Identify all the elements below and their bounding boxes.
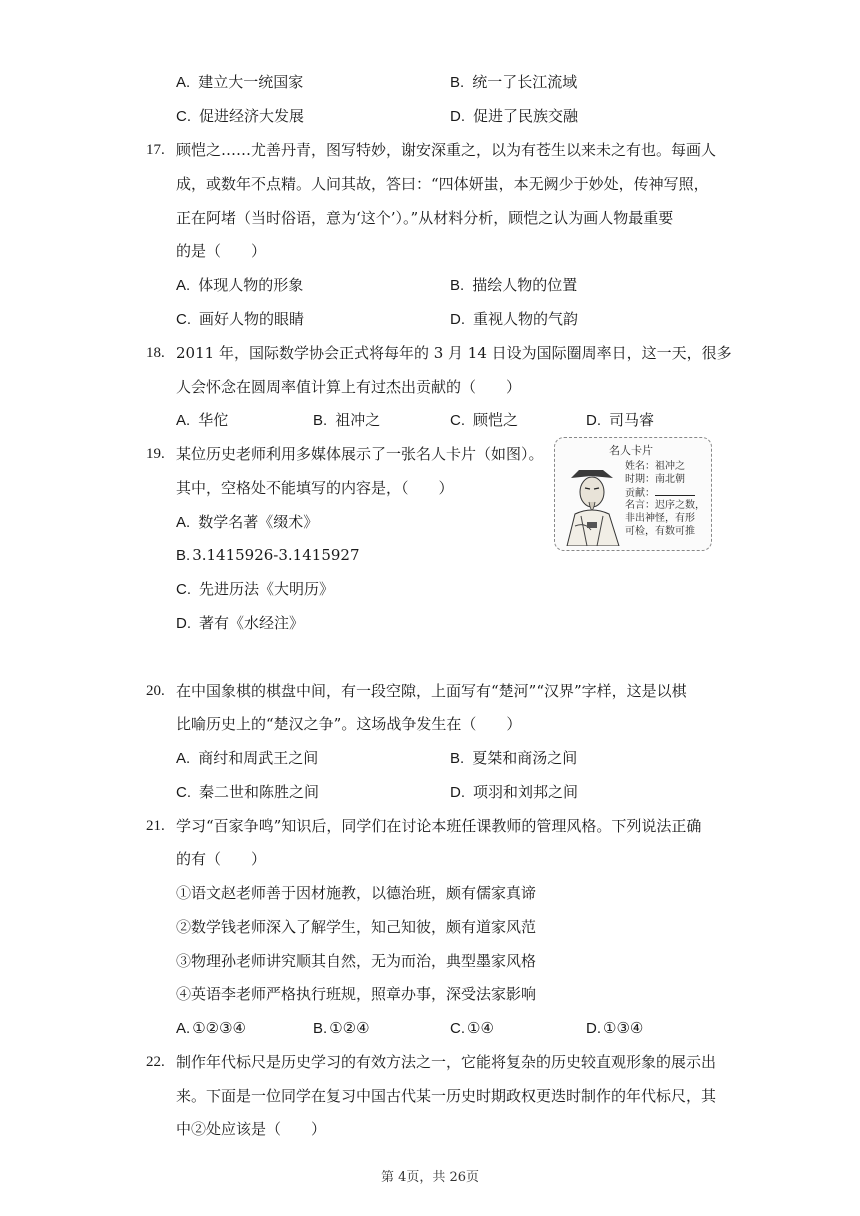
q17-stem-line: 成，或数年不点精。人问其故，答曰：“四体妍蚩，本无阙少于妙处，传神写照， — [176, 175, 709, 193]
option-text: 著有《水经注》 — [199, 614, 305, 632]
q21-statement: ③物理孙老师讲究顺其自然，无为而治，典型墨家风格 — [176, 952, 537, 970]
option-text: 3.1415926-3.1415927 — [192, 546, 360, 564]
card-quote-line: 名言：迟序之数， — [625, 500, 705, 511]
q17-stem-line: 顾恺之……尤善丹青，图写特妙，谢安深重之，以为有苍生以来未之有也。每画人 — [176, 141, 717, 159]
q20-number: 20. — [146, 683, 165, 699]
option-key: A. — [176, 514, 191, 531]
q17-option-c — [176, 309, 304, 330]
option-key: A. — [176, 74, 191, 91]
q22-number: 22. — [146, 1054, 165, 1070]
q16-option-a — [176, 72, 303, 93]
q21-stem-line: 学习“百家争鸣”知识后，同学们在讨论本班任课教师的管理风格。下列说法正确 — [176, 817, 702, 835]
card-quote-line: 非出神怪，有形 — [625, 513, 695, 524]
q18-stem-line: 2011 年，国际数学协会正式将每年的 3 月 14 日设为国际圈周率日，这一天，很多 — [176, 344, 732, 362]
q20-option-c — [176, 782, 319, 803]
q16-option-b — [450, 72, 577, 93]
q20-stem-line: 在中国象棋的棋盘中间，有一段空隙，上面写有“楚河”“汉界”字样，这是以棋 — [176, 682, 687, 700]
q18-option-a — [176, 410, 228, 431]
option-text: ①③④ — [603, 1019, 644, 1037]
q21-statement: ④英语李老师严格执行班规，照章办事，深受法家影响 — [176, 985, 537, 1003]
option-key: D. — [450, 108, 465, 125]
card-name: 姓名：祖冲之 — [625, 461, 685, 472]
option-key: A. — [176, 1020, 191, 1037]
option-text: ①②④ — [329, 1019, 370, 1037]
option-text: 画好人物的眼睛 — [199, 310, 305, 328]
option-text: 商纣和周武王之间 — [198, 749, 319, 767]
q18-option-b — [313, 410, 380, 431]
card-quote-line: 可检，有数可推 — [625, 526, 695, 537]
q21-stem-line: 的有（ ） — [176, 850, 267, 868]
option-key: D. — [586, 1020, 601, 1037]
option-key: A. — [176, 277, 191, 294]
card-contribution-label: 贡献： — [625, 488, 655, 499]
option-text: 司马睿 — [609, 411, 655, 429]
option-text: 祖冲之 — [335, 411, 381, 429]
card-period: 时期：南北朝 — [625, 474, 685, 485]
q20-stem-line: 比喻历史上的“楚汉之争”。这场战争发生在（ ） — [176, 715, 522, 733]
option-key: A. — [176, 750, 191, 767]
q21-option-d — [586, 1018, 643, 1039]
option-text: 项羽和刘邦之间 — [473, 783, 579, 801]
option-key: D. — [586, 412, 601, 429]
option-text: 数学名著《缀术》 — [198, 513, 319, 531]
q21-option-b — [313, 1018, 370, 1039]
portrait-illustration — [561, 456, 623, 546]
page-footer: 第 4页，共 26页 — [380, 1170, 480, 1185]
option-text: 促进经济大发展 — [199, 107, 305, 125]
q16-option-d — [450, 106, 578, 127]
celebrity-card-figure — [554, 437, 712, 551]
q16-option-c — [176, 106, 304, 127]
option-key: A. — [176, 412, 191, 429]
option-key: D. — [450, 311, 465, 328]
option-key: C. — [176, 581, 191, 598]
q19-option-b — [176, 545, 360, 566]
card-title: 名人卡片 — [609, 444, 653, 457]
q20-option-b — [450, 748, 577, 769]
q18-option-c — [450, 410, 518, 431]
option-text: 重视人物的气韵 — [473, 310, 579, 328]
q21-statement: ①语文赵老师善于因材施教，以德治班，颇有儒家真谛 — [176, 884, 537, 902]
option-key: C. — [450, 412, 465, 429]
card-info — [625, 460, 705, 538]
q18-number: 18. — [146, 345, 165, 361]
option-text: ①④ — [467, 1019, 494, 1037]
option-key: B. — [313, 1020, 328, 1037]
q19-number: 19. — [146, 446, 165, 462]
option-key: B. — [313, 412, 328, 429]
option-key: C. — [176, 784, 191, 801]
option-text: 建立大一统国家 — [198, 73, 304, 91]
q19-stem-line: 其中，空格处不能填写的内容是，（ ） — [176, 479, 454, 497]
option-key: D. — [176, 615, 191, 632]
card-contribution — [625, 486, 705, 499]
q17-stem-line: 正在阿堵（当时俗语，意为‘这个’）。”从材料分析，顾恺之认为画人物最重要 — [176, 209, 674, 227]
option-key: B. — [450, 277, 465, 294]
option-text: 统一了长江流域 — [472, 73, 578, 91]
q21-number: 21. — [146, 818, 165, 834]
q17-option-d — [450, 309, 578, 330]
q17-option-b — [450, 275, 577, 296]
q21-option-a — [176, 1018, 246, 1039]
option-text: 体现人物的形象 — [198, 276, 304, 294]
option-text: 促进了民族交融 — [473, 107, 579, 125]
q22-stem-line: 来。下面是一位同学在复习中国古代某一历史时期政权更迭时制作的年代标尺，其 — [176, 1087, 717, 1105]
q21-statement: ②数学钱老师深入了解学生，知己知彼，颇有道家风范 — [176, 918, 537, 936]
q18-option-d — [586, 410, 654, 431]
option-text: 秦二世和陈胜之间 — [199, 783, 320, 801]
q19-option-c — [176, 579, 334, 600]
option-key: B. — [450, 750, 465, 767]
q19-option-a — [176, 512, 318, 533]
option-key: B. — [176, 547, 191, 564]
q22-stem-line: 中②处应该是（ ） — [176, 1120, 327, 1138]
option-key: C. — [176, 108, 191, 125]
option-text: 顾恺之 — [473, 411, 519, 429]
option-key: D. — [450, 784, 465, 801]
q22-stem-line: 制作年代标尺是历史学习的有效方法之一，它能将复杂的历史较直观形象的展示出 — [176, 1053, 717, 1071]
option-text: 先进历法《大明历》 — [199, 580, 335, 598]
q18-stem-line: 人会怀念在圆周率值计算上有过杰出贡献的（ ） — [176, 378, 522, 396]
option-text: 华佗 — [198, 411, 229, 429]
blank-line — [655, 486, 695, 496]
option-key: C. — [176, 311, 191, 328]
q19-stem-line: 某位历史老师利用多媒体展示了一张名人卡片（如图）。 — [176, 445, 544, 463]
option-text: 夏桀和商汤之间 — [472, 749, 578, 767]
option-text: ①②③④ — [192, 1019, 246, 1037]
q20-option-a — [176, 748, 318, 769]
q17-number: 17. — [146, 142, 165, 158]
q21-option-c — [450, 1018, 494, 1039]
q19-option-d — [176, 613, 304, 634]
q20-option-d — [450, 782, 578, 803]
option-key: B. — [450, 74, 465, 91]
option-text: 描绘人物的位置 — [472, 276, 578, 294]
q17-option-a — [176, 275, 303, 296]
option-key: C. — [450, 1020, 465, 1037]
q17-stem-line: 的是（ ） — [176, 242, 267, 260]
